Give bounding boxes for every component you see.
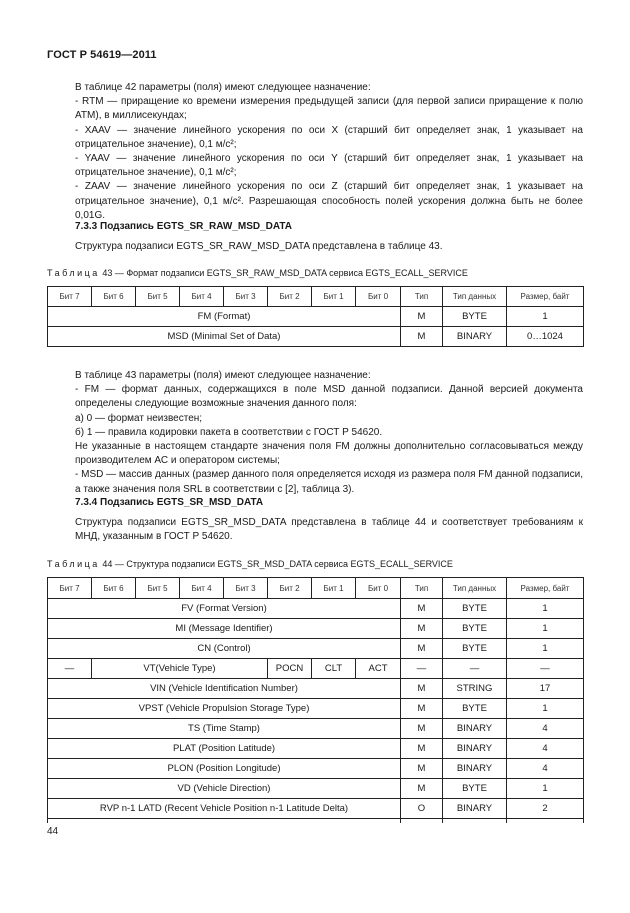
header-cell: Тип [401,287,443,307]
paragraph-table42-description [47,81,583,223]
header-cell: Бит 1 [312,578,356,599]
table-row [48,679,584,699]
field-name-cell: VIN (Vehicle Identification Number) [48,679,401,699]
size-cell: — [507,659,584,679]
table-row [48,327,584,347]
table-row [48,639,584,659]
caption-word: Таблица [47,268,100,278]
table-row [48,619,584,639]
field-name-cell: FM (Format) [48,307,401,327]
clt-cell: CLT [312,659,356,679]
header-cell: Бит 1 [312,287,356,307]
table-row [48,599,584,619]
text-line: Не указанные в настоящем стандарте значения поля FM должны дополнительно согласовываться между производителем АС и оператором системы; [75,441,583,467]
text-line: - YAAV — значение линейного ускорения по оси Y (старший бит определяет знак, 1 указывает на отрицательное значение), 0,1 м/с²; [75,153,583,179]
type-cell: M [401,679,443,699]
header-cell: Бит 3 [224,287,268,307]
size-cell: 2 [507,799,584,819]
field-name-cell: RVP n-1 LATD (Recent Vehicle Position n-1 Latitude Delta) [48,799,401,819]
size-cell: 0…1024 [507,327,584,347]
header-cell: Бит 4 [180,578,224,599]
text-line: б) 1 — правила кодировки пакета в соответствии с ГОСТ Р 54620. [75,426,383,438]
page-header: ГОСТ Р 54619—2011 [47,49,157,61]
type-cell: M [401,307,443,327]
paragraph-section-7-3-3 [47,240,583,254]
table-44 [47,577,584,823]
table43-caption [47,268,468,278]
data-type-cell: BYTE [443,599,507,619]
field-name-cell: TS (Time Stamp) [48,719,401,739]
section-heading-7-3-4: 7.3.4 Подзапись EGTS_SR_MSD_DATA [75,497,264,508]
header-cell: Бит 6 [92,287,136,307]
page-number: 44 [47,826,59,837]
act-cell: ACT [356,659,401,679]
type-cell: M [401,719,443,739]
field-name-cell: MI (Message Identifier) [48,619,401,639]
caption-word: Таблица [47,559,100,569]
type-cell: M [401,327,443,347]
bit7-cell: — [48,659,92,679]
data-type-cell: BYTE [443,639,507,659]
text-line: В таблице 43 параметры (поля) имеют следующее назначение: [75,370,371,381]
type-cell: O [401,799,443,819]
caption-text: 44 — Структура подзаписи EGTS_SR_MSD_DATA сервиса EGTS_ECALL_SERVICE [102,559,453,569]
table-row [48,799,584,819]
type-cell: M [401,619,443,639]
header-cell: Тип данных [443,287,507,307]
header-cell: Тип данных [443,578,507,599]
text-line: - XAAV — значение линейного ускорения по оси X (старший бит определяет знак, 1 указывает на отрицательное значение), 0,1 м/с²; [75,124,583,150]
data-type-cell: BINARY [443,759,507,779]
field-name-cell: MSD (Minimal Set of Data) [48,327,401,347]
header-cell: Тип [401,578,443,599]
size-cell: 4 [507,759,584,779]
header-cell: Бит 2 [268,287,312,307]
text-line: Структура подзаписи EGTS_SR_RAW_MSD_DATA представлена в таблице 43. [75,241,443,252]
type-cell: — [401,659,443,679]
header-cell: Размер, байт [507,578,584,599]
data-type-cell: STRING [443,679,507,699]
field-name-cell: FV (Format Version) [48,599,401,619]
header-cell: Бит 0 [356,287,401,307]
table44-caption [47,559,453,569]
section-heading-7-3-3: 7.3.3 Подзапись EGTS_SR_RAW_MSD_DATA [75,221,292,232]
paragraph-section-7-3-4 [47,516,583,544]
paragraph-table43-description [47,369,583,497]
header-cell: Бит 3 [224,578,268,599]
field-name-cell: PLON (Position Longitude) [48,759,401,779]
data-type-cell: BYTE [443,699,507,719]
type-cell: M [401,759,443,779]
data-type-cell: BINARY [443,719,507,739]
table-continuation-row [48,819,584,824]
pocn-cell: POCN [268,659,312,679]
field-name-cell: VPST (Vehicle Propulsion Storage Type) [48,699,401,719]
field-name-cell: VD (Vehicle Direction) [48,779,401,799]
header-cell: Бит 7 [48,287,92,307]
field-name-cell: CN (Control) [48,639,401,659]
table-row [48,307,584,327]
size-cell: 1 [507,639,584,659]
data-type-cell: BYTE [443,619,507,639]
size-cell: 1 [507,307,584,327]
table-row [48,719,584,739]
data-type-cell: BINARY [443,739,507,759]
type-cell: M [401,639,443,659]
type-cell: M [401,599,443,619]
type-cell: M [401,779,443,799]
header-cell: Бит 7 [48,578,92,599]
table-header-row [48,287,584,307]
table-header-row [48,578,584,599]
size-cell: 4 [507,739,584,759]
table-row-split [48,659,584,679]
table-row [48,759,584,779]
size-cell: 1 [507,599,584,619]
text-line: - RTM — приращение ко времени измерения предыдущей записи (для первой записи приращение к полю ATM), в миллисекундах; [75,96,583,122]
header-cell: Бит 6 [92,578,136,599]
text-line: - MSD — массив данных (размер данного поля определяется исходя из размера поля FM данной подзаписи, а также значения поля SRL в соответствии с [2], таблица 3). [75,469,583,495]
table-row [48,699,584,719]
text-line: а) 0 — формат неизвестен; [75,412,203,424]
size-cell: 1 [507,619,584,639]
header-cell: Бит 5 [136,578,180,599]
data-type-cell: BYTE [443,779,507,799]
field-name-cell: PLAT (Position Latitude) [48,739,401,759]
text-line: - FM — формат данных, содержащихся в поле MSD данной подзаписи. Данной версией документа определены следующие возможные значения данного поля: [75,384,583,410]
header-cell: Бит 5 [136,287,180,307]
header-cell: Бит 0 [356,578,401,599]
type-cell: M [401,699,443,719]
table-43 [47,286,584,347]
text-line: В таблице 42 параметры (поля) имеют следующее назначение: [75,82,371,93]
text-line: Структура подзаписи EGTS_SR_MSD_DATA представлена в таблице 44 и соответствует требованиям к МНД, указанным в ГОСТ Р 54620. [75,517,583,543]
data-type-cell: — [443,659,507,679]
table-row [48,739,584,759]
table-row [48,779,584,799]
data-type-cell: BINARY [443,799,507,819]
text-line: - ZAAV — значение линейного ускорения по оси Z (старший бит определяет знак, 1 указывает на отрицательное значение), 0,1 м/с². Разрешающая способность полей ускорения должна быть не более 0,01G. [75,181,583,221]
data-type-cell: BINARY [443,327,507,347]
type-cell: M [401,739,443,759]
header-cell: Бит 2 [268,578,312,599]
size-cell: 17 [507,679,584,699]
size-cell: 1 [507,779,584,799]
size-cell: 4 [507,719,584,739]
header-cell: Размер, байт [507,287,584,307]
vt-cell: VT(Vehicle Type) [92,659,268,679]
data-type-cell: BYTE [443,307,507,327]
size-cell: 1 [507,699,584,719]
header-cell: Бит 4 [180,287,224,307]
caption-text: 43 — Формат подзаписи EGTS_SR_RAW_MSD_DATA сервиса EGTS_ECALL_SERVICE [102,268,468,278]
